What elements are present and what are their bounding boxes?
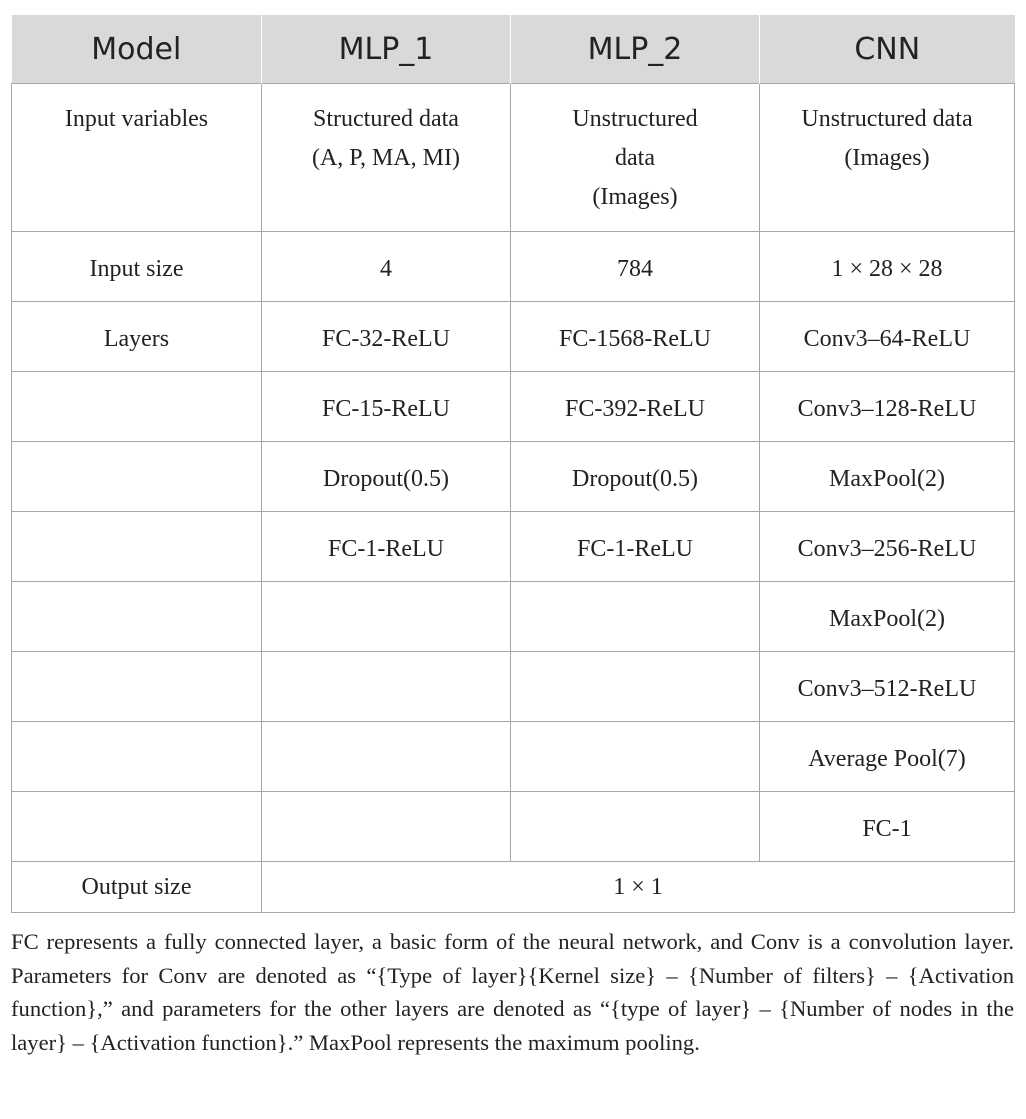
table-container [11,15,1014,1059]
cell-layer-cnn: Conv3–128-ReLU [760,372,1015,442]
header-mlp1: MLP_1 [262,15,511,84]
cell-layer-cnn: MaxPool(2) [760,442,1015,512]
row-label-input-size: Input size [12,232,262,302]
table-row-layers-1 [12,302,1015,372]
cell-layer-cnn: Average Pool(7) [760,722,1015,792]
row-label-empty [12,652,262,722]
cell-layer-cnn: Conv3–64-ReLU [760,302,1015,372]
cell-layer-mlp2: Dropout(0.5) [511,442,760,512]
cell-layer-mlp2: FC-392-ReLU [511,372,760,442]
cell-layer-mlp1: FC-15-ReLU [262,372,511,442]
table-row-layers-8 [12,792,1015,862]
row-label-layers: Layers [12,302,262,372]
row-label-empty [12,722,262,792]
table-row-layers-3 [12,442,1015,512]
cell-layer-mlp1 [262,792,511,862]
header-row [12,15,1015,84]
footnote-text: FC represents a fully connected layer, a basic form of the neural network, and Conv is a convolution layer. Parameters for Conv are denoted as “{Type of layer}{Kernel size} – {Number of filters} – {Activation function},” and parameters for the other layers are denoted as “{type of layer} – {Number of nodes in the layer} – {Activation function}.” MaxPool represents the maximum pooling. [11,929,1014,1055]
cell-layer-mlp1: FC-32-ReLU [262,302,511,372]
table-row-input-size [12,232,1015,302]
cell-line: data [615,145,655,171]
cell-line: Unstructured [572,106,698,132]
row-label-empty [12,582,262,652]
cell-input-size-mlp2: 784 [511,232,760,302]
cell-input-size-cnn: 1 × 28 × 28 [760,232,1015,302]
table-row-layers-7 [12,722,1015,792]
table-row-layers-4 [12,512,1015,582]
cell-layer-mlp2 [511,652,760,722]
cell-layer-mlp1 [262,582,511,652]
table-row-layers-6 [12,652,1015,722]
cell-layer-cnn: MaxPool(2) [760,582,1015,652]
cell-line: (Images) [844,145,930,171]
table-row-layers-2 [12,372,1015,442]
cell-layer-mlp2: FC-1568-ReLU [511,302,760,372]
row-label-empty [12,792,262,862]
cell-layer-cnn: Conv3–256-ReLU [760,512,1015,582]
cell-layer-mlp2 [511,582,760,652]
cell-input-size-mlp1: 4 [262,232,511,302]
cell-input-variables-cnn [760,84,1015,232]
cell-layer-mlp1: FC-1-ReLU [262,512,511,582]
table-body [12,84,1015,913]
cell-input-variables-mlp2 [511,84,760,232]
cell-line: Unstructured data [801,106,973,132]
cell-layer-mlp1 [262,722,511,792]
row-label-input-variables: Input variables [12,84,262,232]
row-label-empty [12,512,262,582]
table-row-input-variables [12,84,1015,232]
cell-layer-mlp2 [511,792,760,862]
cell-line: (A, P, MA, MI) [311,145,460,171]
cell-layer-cnn: Conv3–512-ReLU [760,652,1015,722]
table-row-layers-5 [12,582,1015,652]
cell-line: (Images) [592,184,678,210]
table-header [12,15,1015,84]
cell-layer-mlp2: FC-1-ReLU [511,512,760,582]
cell-output-size: 1 × 1 [262,862,1015,913]
cell-layer-mlp1 [262,652,511,722]
row-label-empty [12,442,262,512]
row-label-output-size: Output size [12,862,262,913]
cell-line: Structured data [313,106,459,132]
header-model: Model [12,15,262,84]
header-cnn: CNN [760,15,1015,84]
cell-layer-mlp2 [511,722,760,792]
cell-layer-cnn: FC-1 [760,792,1015,862]
header-mlp2: MLP_2 [511,15,760,84]
table-footnote [11,925,1014,1059]
cell-layer-mlp1: Dropout(0.5) [262,442,511,512]
model-architecture-table [11,15,1015,913]
table-row-output-size [12,862,1015,913]
cell-input-variables-mlp1 [262,84,511,232]
row-label-empty [12,372,262,442]
